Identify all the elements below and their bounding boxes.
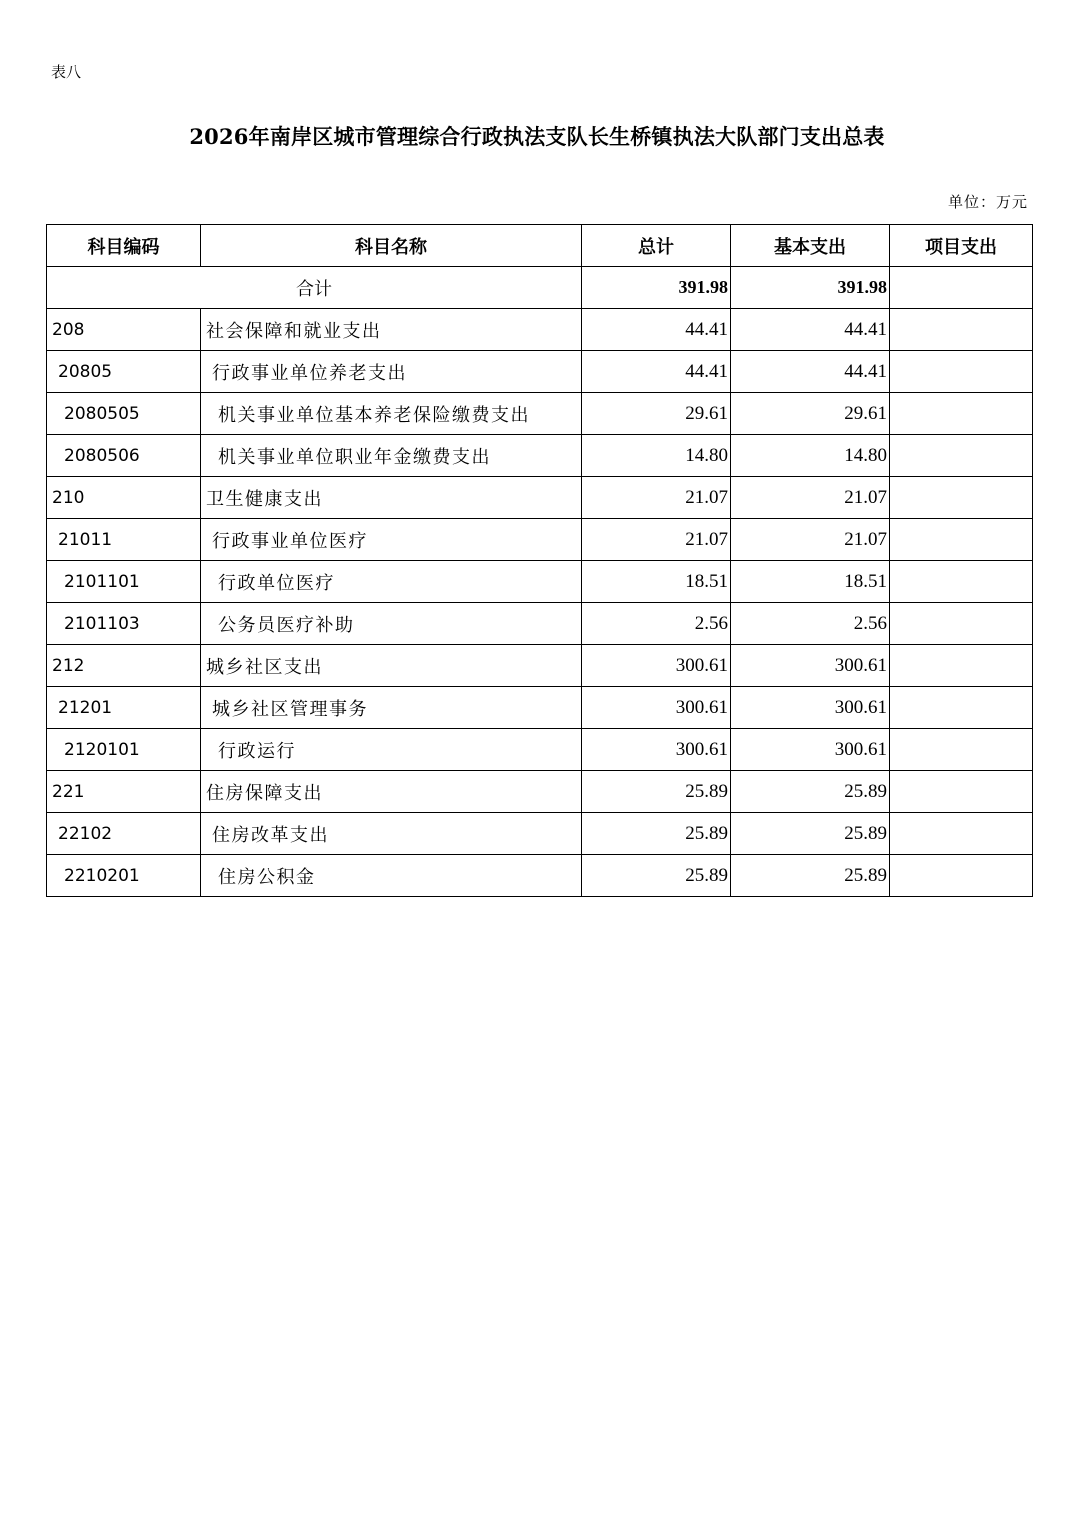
total-label: 合计 xyxy=(47,267,582,309)
row-basic: 18.51 xyxy=(731,561,890,603)
row-total: 44.41 xyxy=(582,351,731,393)
table-row xyxy=(47,519,1033,561)
row-total: 2.56 xyxy=(582,603,731,645)
row-code: 20805 xyxy=(47,351,201,393)
table-row xyxy=(47,813,1033,855)
header-code: 科目编码 xyxy=(47,225,201,267)
row-project xyxy=(890,477,1033,519)
row-name: 社会保障和就业支出 xyxy=(201,309,582,351)
row-project xyxy=(890,603,1033,645)
row-name: 住房改革支出 xyxy=(201,813,582,855)
table-row xyxy=(47,603,1033,645)
expense-table xyxy=(46,224,1033,897)
row-total: 300.61 xyxy=(582,645,731,687)
row-project xyxy=(890,351,1033,393)
total-basic-amount: 391.98 xyxy=(731,267,890,309)
row-project xyxy=(890,687,1033,729)
row-basic: 14.80 xyxy=(731,435,890,477)
row-code: 2101101 xyxy=(47,561,201,603)
table-row xyxy=(47,435,1033,477)
row-total: 21.07 xyxy=(582,519,731,561)
row-project xyxy=(890,435,1033,477)
total-project-amount xyxy=(890,267,1033,309)
row-basic: 44.41 xyxy=(731,309,890,351)
row-name: 卫生健康支出 xyxy=(201,477,582,519)
row-total: 300.61 xyxy=(582,687,731,729)
row-code: 21011 xyxy=(47,519,201,561)
row-total: 14.80 xyxy=(582,435,731,477)
row-name: 行政事业单位医疗 xyxy=(201,519,582,561)
row-basic: 25.89 xyxy=(731,813,890,855)
row-code: 2080506 xyxy=(47,435,201,477)
row-name: 城乡社区支出 xyxy=(201,645,582,687)
table-row xyxy=(47,351,1033,393)
row-basic: 2.56 xyxy=(731,603,890,645)
table-row xyxy=(47,477,1033,519)
row-code: 208 xyxy=(47,309,201,351)
total-amount: 391.98 xyxy=(582,267,731,309)
row-code: 2101103 xyxy=(47,603,201,645)
header-row xyxy=(47,225,1033,267)
row-project xyxy=(890,813,1033,855)
table-row xyxy=(47,729,1033,771)
row-name: 住房公积金 xyxy=(201,855,582,897)
row-project xyxy=(890,729,1033,771)
row-name: 机关事业单位职业年金缴费支出 xyxy=(201,435,582,477)
page-title: 2026年南岸区城市管理综合行政执法支队长生桥镇执法大队部门支出总表 xyxy=(189,124,885,149)
row-total: 18.51 xyxy=(582,561,731,603)
row-project xyxy=(890,771,1033,813)
table-number-label: 表八 xyxy=(51,63,82,81)
row-code: 221 xyxy=(47,771,201,813)
row-code: 2080505 xyxy=(47,393,201,435)
row-project xyxy=(890,645,1033,687)
header-project: 项目支出 xyxy=(890,225,1033,267)
row-basic: 21.07 xyxy=(731,477,890,519)
row-basic: 21.07 xyxy=(731,519,890,561)
row-total: 44.41 xyxy=(582,309,731,351)
table-row xyxy=(47,855,1033,897)
row-project xyxy=(890,309,1033,351)
table-row xyxy=(47,561,1033,603)
row-basic: 300.61 xyxy=(731,729,890,771)
row-project xyxy=(890,519,1033,561)
row-basic: 25.89 xyxy=(731,771,890,813)
table-row xyxy=(47,393,1033,435)
row-project xyxy=(890,393,1033,435)
row-name: 机关事业单位基本养老保险缴费支出 xyxy=(201,393,582,435)
table-row xyxy=(47,309,1033,351)
row-name: 公务员医疗补助 xyxy=(201,603,582,645)
row-name: 住房保障支出 xyxy=(201,771,582,813)
row-name: 行政单位医疗 xyxy=(201,561,582,603)
header-name: 科目名称 xyxy=(201,225,582,267)
row-basic: 25.89 xyxy=(731,855,890,897)
total-row xyxy=(47,267,1033,309)
row-total: 29.61 xyxy=(582,393,731,435)
row-code: 21201 xyxy=(47,687,201,729)
row-project xyxy=(890,855,1033,897)
row-basic: 29.61 xyxy=(731,393,890,435)
header-basic: 基本支出 xyxy=(731,225,890,267)
row-name: 城乡社区管理事务 xyxy=(201,687,582,729)
table-row xyxy=(47,687,1033,729)
row-basic: 44.41 xyxy=(731,351,890,393)
row-name: 行政运行 xyxy=(201,729,582,771)
table-row xyxy=(47,771,1033,813)
row-code: 22102 xyxy=(47,813,201,855)
row-total: 25.89 xyxy=(582,813,731,855)
row-code: 212 xyxy=(47,645,201,687)
header-total: 总计 xyxy=(582,225,731,267)
row-project xyxy=(890,561,1033,603)
table-row xyxy=(47,645,1033,687)
row-total: 25.89 xyxy=(582,771,731,813)
row-code: 210 xyxy=(47,477,201,519)
row-total: 300.61 xyxy=(582,729,731,771)
row-total: 25.89 xyxy=(582,855,731,897)
row-code: 2210201 xyxy=(47,855,201,897)
row-basic: 300.61 xyxy=(731,687,890,729)
row-code: 2120101 xyxy=(47,729,201,771)
row-basic: 300.61 xyxy=(731,645,890,687)
unit-label: 单位：万元 xyxy=(947,193,1028,211)
row-name: 行政事业单位养老支出 xyxy=(201,351,582,393)
row-total: 21.07 xyxy=(582,477,731,519)
